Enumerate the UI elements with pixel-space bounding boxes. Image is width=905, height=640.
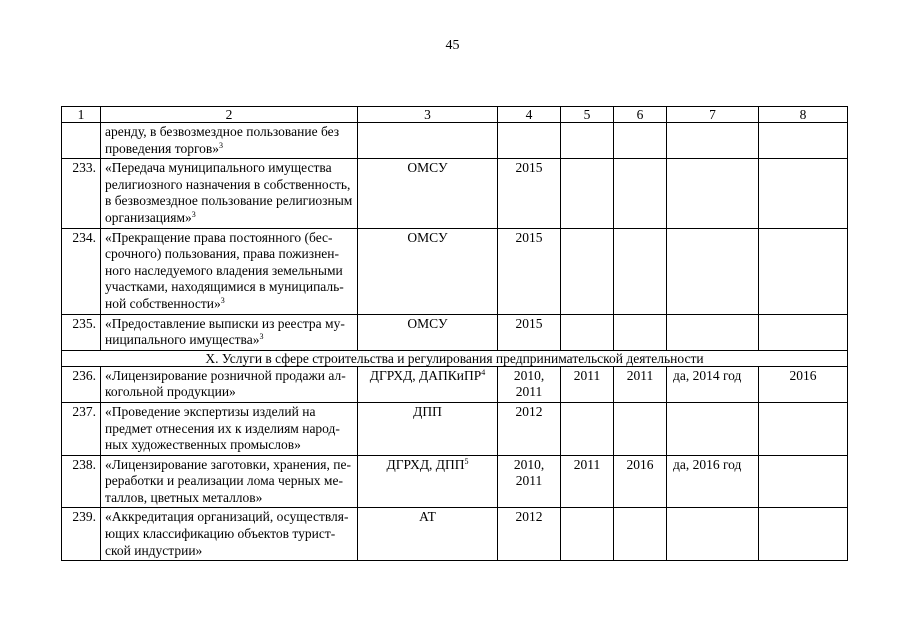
responsible-body (358, 314, 498, 350)
column-6-cell (614, 314, 667, 350)
footnote-marker: 3 (219, 140, 224, 150)
column-7-cell (667, 123, 759, 159)
table-body (62, 123, 848, 561)
column-6-cell (614, 402, 667, 455)
column-8-cell (759, 455, 848, 508)
responsible-body (358, 123, 498, 159)
responsible-body-text: ОМСУ (407, 229, 448, 245)
column-6-cell (614, 508, 667, 561)
year-cell (498, 402, 561, 455)
responsible-body-text: ДПП (413, 403, 442, 419)
year-cell (498, 228, 561, 314)
column-header-7: 7 (667, 107, 759, 123)
year-cell-text: 2010, 2011 (513, 456, 545, 489)
column-8-cell (759, 314, 848, 350)
responsible-body-text: ДГРХД, ДПП (386, 456, 465, 472)
row-number-text: 234. (72, 229, 96, 245)
responsible-body (358, 402, 498, 455)
column-7-cell (667, 159, 759, 228)
table-row (62, 402, 848, 455)
column-7-cell-text: да, 2016 год (673, 456, 742, 472)
responsible-body (358, 366, 498, 402)
column-7-cell (667, 314, 759, 350)
column-5-cell (561, 159, 614, 228)
row-number (62, 366, 101, 402)
column-5-cell (561, 402, 614, 455)
column-6-cell-text: 2016 (626, 456, 654, 472)
column-5-cell (561, 366, 614, 402)
year-cell (498, 366, 561, 402)
column-6-cell (614, 455, 667, 508)
column-5-cell (561, 123, 614, 159)
column-8-cell (759, 366, 848, 402)
year-cell-text: 2015 (515, 315, 543, 331)
footnote-marker: 3 (259, 332, 264, 342)
responsible-body (358, 455, 498, 508)
responsible-body-text: АТ (419, 509, 436, 525)
year-cell (498, 123, 561, 159)
column-5-cell-text: 2011 (573, 456, 601, 472)
column-5-cell (561, 508, 614, 561)
year-cell (498, 314, 561, 350)
row-number-text: 236. (72, 367, 96, 383)
column-header-3: 3 (358, 107, 498, 123)
year-cell-text: 2015 (515, 229, 543, 245)
column-header-5: 5 (561, 107, 614, 123)
service-description-text: «Аккредитация организаций, осуществля-ющих классификацию объектов турист-ской индустрии» (105, 509, 349, 558)
table-row (62, 508, 848, 561)
row-number (62, 228, 101, 314)
footnote-marker: 5 (464, 456, 469, 466)
row-number (62, 314, 101, 350)
table-row (62, 123, 848, 159)
row-number-text: 235. (72, 315, 96, 331)
service-description (101, 366, 358, 402)
service-description-text: «Лицензирование розничной продажи ал-когольной продукции» (105, 367, 346, 400)
row-number (62, 402, 101, 455)
footnote-marker: 3 (220, 295, 225, 305)
column-6-cell-text: 2011 (626, 367, 654, 383)
year-cell (498, 508, 561, 561)
responsible-body (358, 508, 498, 561)
year-cell (498, 159, 561, 228)
responsible-body-text: ДГРХД, ДАПКиПР (369, 367, 482, 383)
row-number-text: 237. (72, 403, 96, 419)
service-description-text: «Прекращение права постоянного (бес-срочного) пользования, права пожизнен-ного наследуемого владения земельными участками, находящимися в муниципаль-ной собственности» (105, 229, 344, 311)
table-row (62, 366, 848, 402)
column-7-cell (667, 366, 759, 402)
column-header-8: 8 (759, 107, 848, 123)
column-7-cell (667, 455, 759, 508)
column-6-cell (614, 366, 667, 402)
service-description (101, 508, 358, 561)
services-table (61, 106, 848, 561)
service-description-text: «Проведение экспертизы изделий на предмет отнесения их к изделиям народ-ных художественных промыслов» (105, 403, 340, 453)
table-row (62, 228, 848, 314)
row-number (62, 455, 101, 508)
footnote-marker: 3 (191, 209, 196, 219)
year-cell-text: 2012 (515, 509, 543, 525)
service-description-text: аренду, в безвозмездное пользование без проведения торгов» (105, 124, 340, 156)
section-header-row (62, 350, 848, 366)
column-8-cell (759, 228, 848, 314)
row-number (62, 508, 101, 561)
section-title: X. Услуги в сфере строительства и регулирования предпринимательской деятельности (62, 350, 848, 366)
column-7-cell (667, 402, 759, 455)
service-description (101, 123, 358, 159)
column-7-cell (667, 228, 759, 314)
column-header-2: 2 (101, 107, 358, 123)
column-7-cell-text: да, 2014 год (673, 367, 742, 383)
service-description (101, 314, 358, 350)
row-number (62, 123, 101, 159)
footnote-marker: 4 (481, 367, 486, 377)
column-header-6: 6 (614, 107, 667, 123)
responsible-body (358, 159, 498, 228)
row-number-text: 238. (72, 456, 96, 472)
column-8-cell-text: 2016 (789, 367, 817, 383)
year-cell-text: 2015 (515, 160, 543, 176)
service-description (101, 159, 358, 228)
row-number-text: 233. (72, 160, 96, 176)
service-description-text: «Передача муниципального имущества религиозного назначения в собственность, в безвозмездное пользование религиозным организациям» (105, 160, 353, 225)
header-row (62, 107, 848, 123)
service-description-text: «Лицензирование заготовки, хранения, пе-реработки и реализации лома черных ме-таллов, цветных металлов» (105, 456, 351, 505)
row-number-text: 239. (72, 509, 96, 525)
column-7-cell (667, 508, 759, 561)
column-header-1: 1 (62, 107, 101, 123)
column-5-cell (561, 314, 614, 350)
column-6-cell (614, 228, 667, 314)
responsible-body (358, 228, 498, 314)
year-cell-text: 2010, 2011 (513, 367, 545, 400)
column-5-cell (561, 455, 614, 508)
column-8-cell (759, 508, 848, 561)
column-6-cell (614, 123, 667, 159)
column-5-cell-text: 2011 (573, 367, 601, 383)
service-description (101, 402, 358, 455)
page-number: 45 (445, 38, 460, 53)
table-row (62, 314, 848, 350)
service-description (101, 455, 358, 508)
table-row (62, 455, 848, 508)
service-description-text: «Предоставление выписки из реестра му-ниципального имущества» (105, 315, 345, 348)
column-8-cell (759, 402, 848, 455)
service-description (101, 228, 358, 314)
year-cell-text: 2012 (515, 403, 543, 419)
row-number (62, 159, 101, 228)
responsible-body-text: ОМСУ (407, 160, 448, 176)
column-5-cell (561, 228, 614, 314)
column-8-cell (759, 123, 848, 159)
table-row (62, 159, 848, 228)
responsible-body-text: ОМСУ (407, 315, 448, 331)
column-header-4: 4 (498, 107, 561, 123)
column-6-cell (614, 159, 667, 228)
year-cell (498, 455, 561, 508)
column-8-cell (759, 159, 848, 228)
